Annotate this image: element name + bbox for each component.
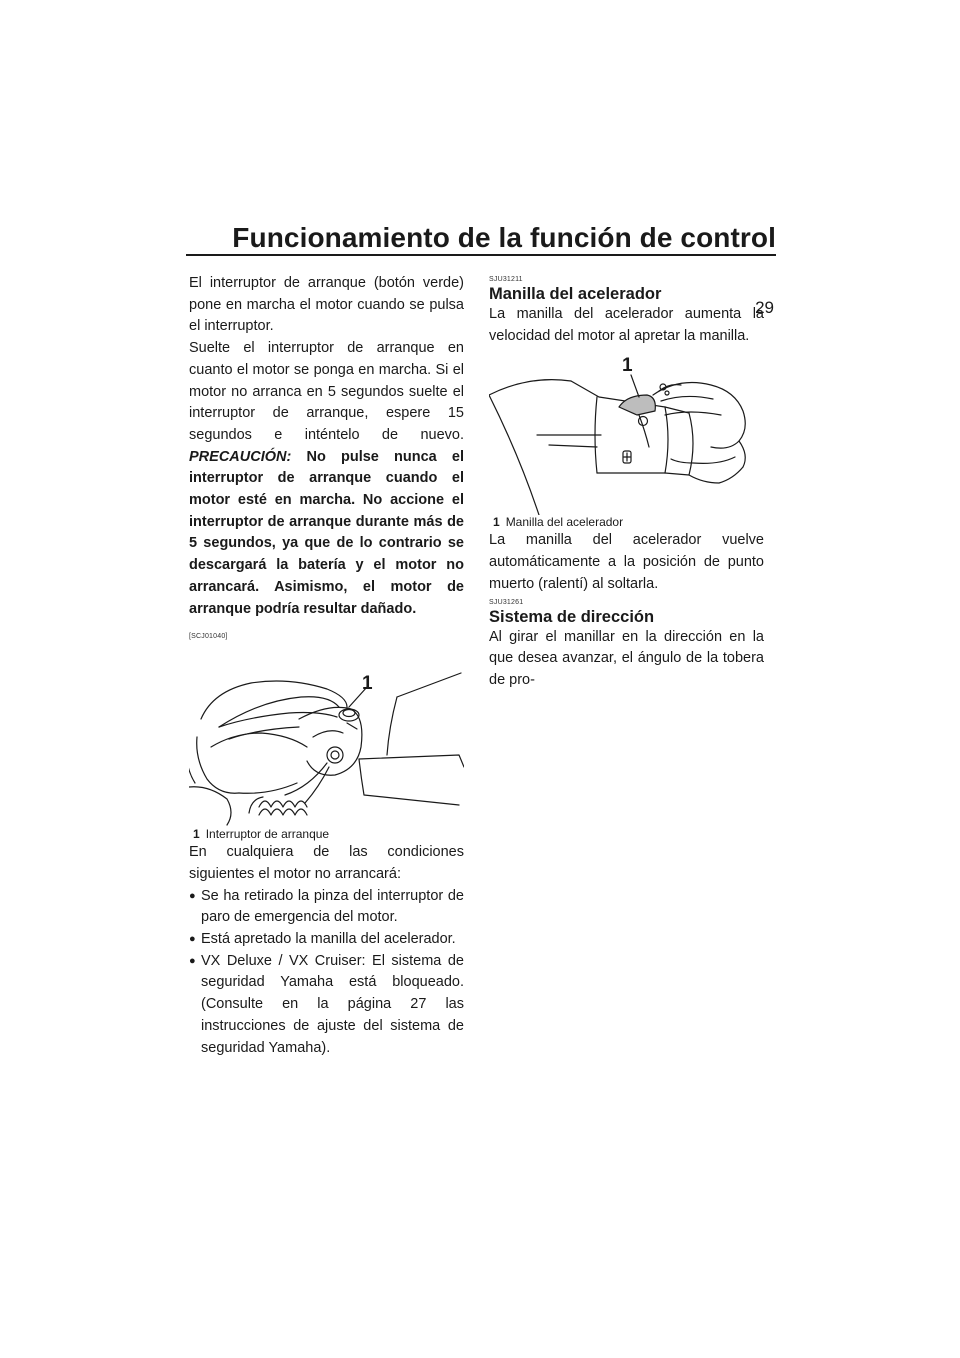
paragraph-throttle-lever: La manilla del acelerador aumenta la velocidad del motor al apretar la manilla. [489,306,764,344]
conditions-list [189,886,464,1060]
release-instructions: Suelte el interruptor de arranque en cuanto el motor se ponga en marcha. Si el motor no arranca en 5 segundos suelte el interruptor de arranque, espere 15 segundos e inténtelo de nuevo. [189,340,464,443]
section-heading-steering: Sistema de dirección [489,607,655,626]
paragraph-steering: Al girar el manillar en la dirección en la que desea avanzar, el ángulo de la tobera de pro- [489,628,764,688]
left-column [189,273,464,1059]
list-item: ● VX Deluxe / VX Cruiser: El sistema de seguridad Yamaha está bloqueado. (Consulte en la página 27 las instrucciones de ajuste del sistema de seguridad Yamaha). [189,951,464,1060]
section-code-steering: SJU31261 [489,598,524,606]
caution-text: No pulse nunca el interruptor de arranque cuando el motor esté en marcha. No accione el interruptor de arranque durante más de 5 segundos, ya que de lo contrario se descargará la batería y el motor no arrancará. Asimismo, el motor de arranque podría resultar dañado. [189,448,464,617]
throttle-callout-number: 1 [622,355,633,377]
caption-text: Manilla del acelerador [505,515,624,530]
figure-throttle-lever [489,355,764,530]
caption-number: 1 [193,827,200,842]
title-rule [186,254,776,256]
throttle-lever-illustration [489,355,764,515]
start-switch-illustration [189,667,464,827]
list-item: ● Se ha retirado la pinza del interruptor de paro de emergencia del motor. [189,886,464,929]
figure-caption-throttle [489,515,764,530]
section-code-throttle: SJU31211 [489,276,523,283]
paragraph-throttle-return: La manilla del acelerador vuelve automáticamente a la posición de punto muerto (ralentí) al soltarla. [489,532,764,592]
paragraph-release-switch [189,338,464,620]
figure-start-switch [189,667,464,842]
caption-text: Interruptor de arranque [205,827,330,842]
paragraph-start-switch: El interruptor de arranque (botón verde) pone en marcha el motor cuando se pulsa el interruptor. [189,275,464,335]
right-column [489,273,764,692]
section-heading-throttle: Manilla del acelerador [489,285,662,303]
figure-caption-start-switch [189,827,464,842]
caution-code: [SCJ01040] [189,633,228,641]
start-switch-callout-number: 1 [362,673,373,695]
list-item: ● Está apretado la manilla del acelerador. [189,929,464,951]
paragraph-conditions: En cualquiera de las condiciones siguientes el motor no arrancará: [189,844,464,882]
page-number: 29 [755,298,774,317]
page-title: Funcionamiento de la función de control [232,222,776,253]
caution-label: PRECAUCIÓN: [189,448,292,465]
caption-number: 1 [493,515,500,530]
